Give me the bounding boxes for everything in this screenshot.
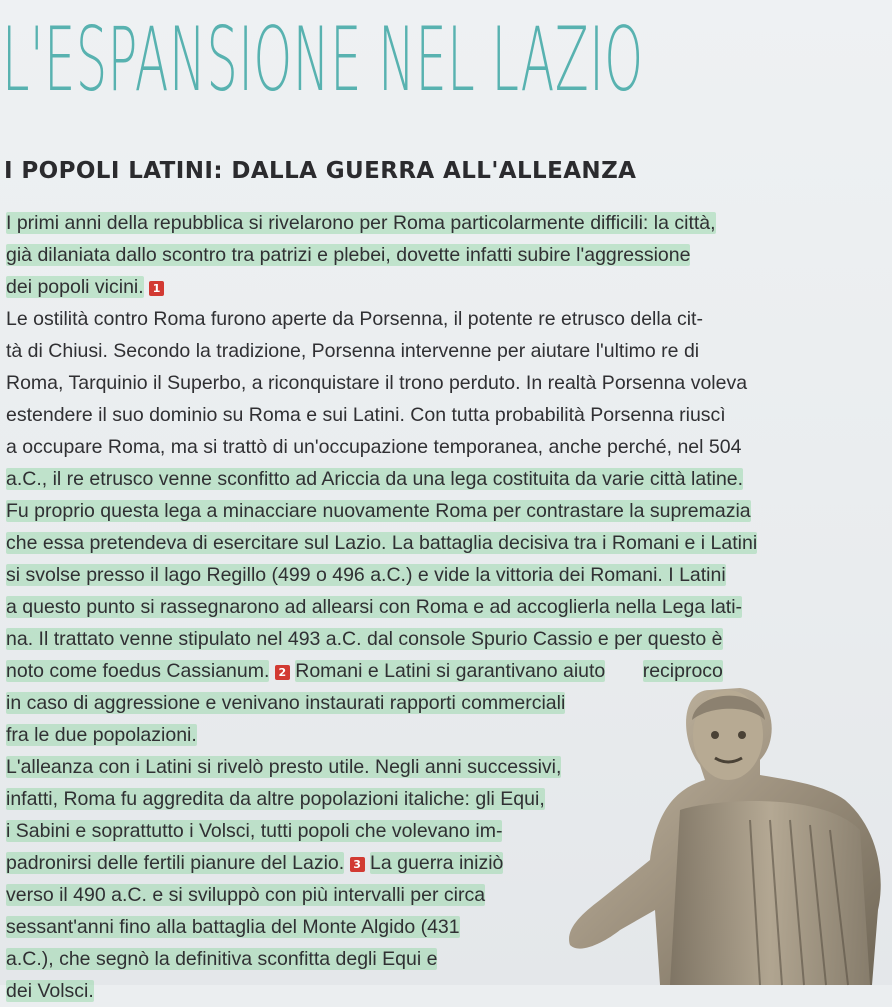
text-line: fra le due popolazioni.	[6, 724, 197, 746]
text-line: che essa pretendeva di esercitare sul Lazio. La battaglia decisiva tra i Romani e i Latini	[6, 532, 758, 554]
text-line: a.C., il re etrusco venne sconfitto ad Ariccia da una lega costituita da varie città latine.	[6, 468, 744, 490]
text-line: padronirsi delle fertili pianure del Lazio. 3 La guerra iniziò	[6, 852, 504, 874]
text-line: noto come foedus Cassianum. 2 Romani e Latini si garantivano aiuto reciproco	[6, 660, 723, 682]
text-line: na. Il trattato venne stipulato nel 493 a.C. dal console Spurio Cassio e per questo è	[6, 628, 723, 650]
text-line: estendere il suo dominio su Roma e sui Latini. Con tutta probabilità Porsenna riuscì	[6, 404, 726, 426]
text-line: a.C.), che segnò la definitiva sconfitta degli Equi e	[6, 948, 438, 970]
text-line: dei popoli vicini. 1	[6, 271, 164, 303]
text-line: Roma, Tarquinio il Superbo, a riconquistare il trono perduto. In realtà Porsenna voleva	[6, 372, 748, 394]
text-line: a questo punto si rassegnarono ad allearsi con Roma e ad accoglierla nella Lega lati-	[6, 596, 743, 618]
text-line: in caso di aggressione e venivano instaurati rapporti commerciali	[6, 692, 566, 714]
text-line: infatti, Roma fu aggredita da altre popolazioni italiche: gli Equi,	[6, 788, 545, 810]
text-line: Le ostilità contro Roma furono aperte da Porsenna, il potente re etrusco della cit-	[6, 308, 703, 330]
text-line: già dilaniata dallo scontro tra patrizi e plebei, dovette infatti subire l'aggressione	[6, 244, 691, 266]
text-line: a occupare Roma, ma si trattò di un'occupazione temporanea, anche perché, nel 504	[6, 436, 742, 458]
text-line: i Sabini e soprattutto i Volsci, tutti popoli che volevano im-	[6, 820, 503, 842]
text-line: dei Volsci.	[6, 980, 94, 1002]
reference-badge-1: 1	[149, 281, 164, 296]
text-line: I primi anni della repubblica si rivelarono per Roma particolarmente difficili: la città,	[6, 212, 716, 234]
page-title: L'ESPANSIONE NEL LAZIO	[2, 8, 644, 111]
text-line: Fu proprio questa lega a minacciare nuovamente Roma per contrastare la supremazia	[6, 500, 751, 522]
text-line: L'alleanza con i Latini si rivelò presto utile. Negli anni successivi,	[6, 756, 562, 778]
reference-badge-2: 2	[275, 665, 290, 680]
reference-badge-3: 3	[350, 857, 365, 872]
text-line: si svolse presso il lago Regillo (499 o 496 a.C.) e vide la vittoria dei Romani. I Latini	[6, 564, 726, 586]
etruscan-statue-image	[560, 680, 892, 985]
text-line: sessant'anni fino alla battaglia del Monte Algido (431	[6, 916, 460, 938]
section-subtitle: I POPOLI LATINI: DALLA GUERRA ALL'ALLEANZA	[4, 158, 637, 184]
text-line: tà di Chiusi. Secondo la tradizione, Porsenna intervenne per aiutare l'ultimo re di	[6, 340, 700, 362]
text-line: verso il 490 a.C. e si sviluppò con più intervalli per circa	[6, 884, 486, 906]
